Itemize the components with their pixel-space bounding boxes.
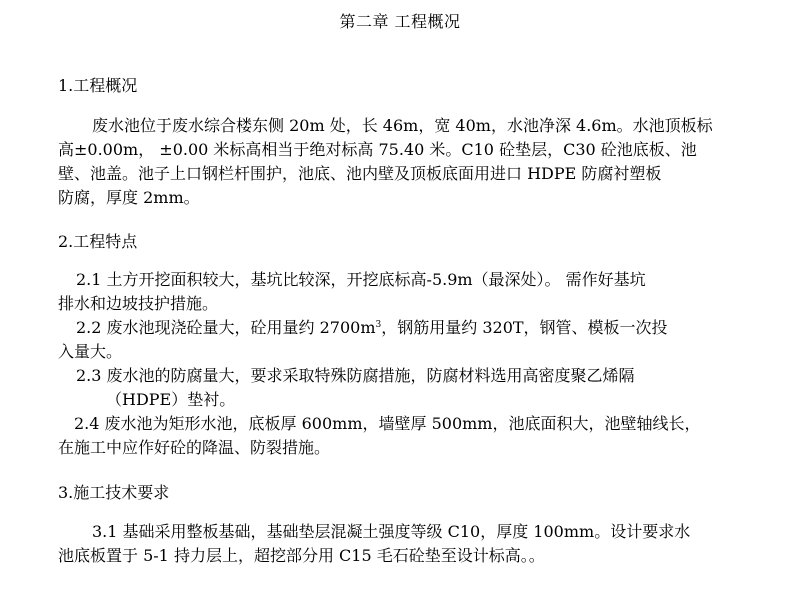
feature-2-text-b: ，钢筋用量约 320T，钢管、模板一次投 (381, 318, 668, 337)
section-heading-requirements: 3.施工技术要求 (58, 483, 170, 502)
feature-2-line-2: 入量大。 (58, 342, 123, 361)
feature-4-line-1: 2.4 废水池为矩形水池，底板厚 600mm，墙壁厚 500mm，池底面积大，池壁轴线长， (74, 414, 701, 433)
requirement-line-1: 3.1 基础采用整板基础，基础垫层混凝土强度等级 C10，厚度 100mm。设计要求水 (92, 522, 691, 541)
feature-1-line-2: 排水和边坡技护措施。 (58, 294, 219, 313)
cubic-superscript: 3 (375, 320, 382, 330)
feature-2-text-a: 2.2 废水池现浇砼量大，砼用量约 2700m (76, 318, 376, 337)
overview-line-1: 废水池位于废水综合楼东侧 20m 处，长 46m，宽 40m，水池净深 4.6m。水池顶板标 (92, 116, 713, 135)
chapter-title: 第二章 工程概况 (339, 12, 461, 31)
section-heading-overview: 1.工程概况 (58, 76, 138, 95)
overview-line-4: 防腐，厚度 2mm。 (58, 188, 200, 207)
features-item-1 (58, 268, 720, 316)
overview-paragraph (58, 114, 720, 210)
features-item-4 (58, 412, 720, 460)
requirement-line-2: 池底板置于 5-1 持力层上，超挖部分用 C15 毛石砼垫至设计标高。。 (58, 546, 545, 565)
overview-line-3: 壁、池盖。池子上口钢栏杆围护，池底、池内壁及顶板底面用进口 HDPE 防腐衬塑板 (58, 164, 662, 183)
requirements-paragraph (58, 520, 720, 568)
features-item-3 (58, 364, 720, 412)
features-item-2 (58, 316, 720, 364)
feature-1-line-1: 2.1 土方开挖面积较大，基坑比较深，开挖底标高-5.9m（最深处）。 需作好基坑 (76, 270, 646, 289)
feature-4-line-2: 在施工中应作好砼的降温、防裂措施。 (58, 438, 331, 457)
feature-3-line-1: 2.3 废水池的防腐量大，要求采取特殊防腐措施，防腐材料选用高密度聚乙烯隔 (76, 366, 635, 385)
overview-line-2: 高±0.00m， ±0.00 米标高相当于绝对标高 75.40 米。C10 砼垫层，C30 砼池底板、池 (58, 140, 697, 159)
feature-3-line-2: （HDPE）垫衬。 (106, 390, 236, 409)
feature-2-line-1 (58, 316, 720, 340)
section-heading-features: 2.工程特点 (58, 232, 138, 251)
